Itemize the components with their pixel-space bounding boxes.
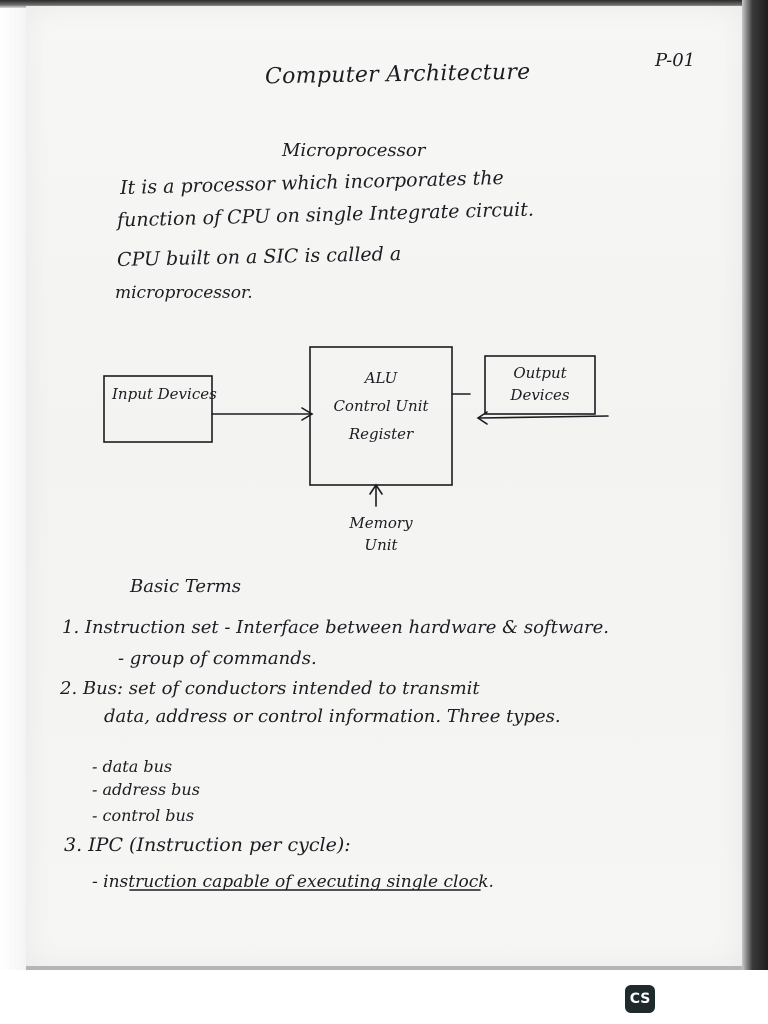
output-underline [480, 416, 608, 418]
unit-label: Unit [364, 536, 398, 554]
bus-type-address: - address bus [92, 780, 200, 799]
term-ipc: 3. IPC (Instruction per cycle): [64, 834, 351, 856]
term-ipc-detail: - instruction capable of executing single clock. [92, 872, 494, 892]
memory-unit-labels [336, 512, 426, 556]
definition-line-3: CPU built on a SIC is called a [116, 243, 402, 271]
page-title: Computer Architecture [264, 59, 531, 90]
term-instruction-set: 1. Instruction set - Interface between hardware & software. [62, 617, 610, 638]
bus-type-data: - data bus [92, 757, 173, 776]
definition-line-2: function of CPU on single Integrate circuit. [116, 198, 535, 232]
cpu-box-labels [322, 364, 440, 448]
terms-heading: Basic Terms [130, 576, 241, 597]
camscanner-logo-icon: CS [625, 985, 655, 1013]
term-bus: 2. Bus: set of conductors intended to transmit [60, 678, 480, 699]
register-label: Register [348, 425, 414, 443]
definition-line-1: It is a processor which incorporates the [119, 166, 505, 200]
bus-type-control: - control bus [92, 806, 195, 825]
output-devices-label: Output Devices [510, 364, 570, 404]
definition-line-4: microprocessor. [115, 283, 253, 303]
term-instruction-set-detail: - group of commands. [118, 648, 317, 669]
alu-label: ALU [364, 369, 398, 387]
section-heading: Microprocessor [282, 140, 426, 161]
control-unit-label: Control Unit [333, 397, 429, 415]
memory-label: Memory [349, 514, 413, 532]
input-devices-label: Input Devices [112, 385, 217, 403]
page-number: P-01 [655, 50, 696, 71]
term-bus-detail: data, address or control information. Three types. [104, 706, 561, 727]
